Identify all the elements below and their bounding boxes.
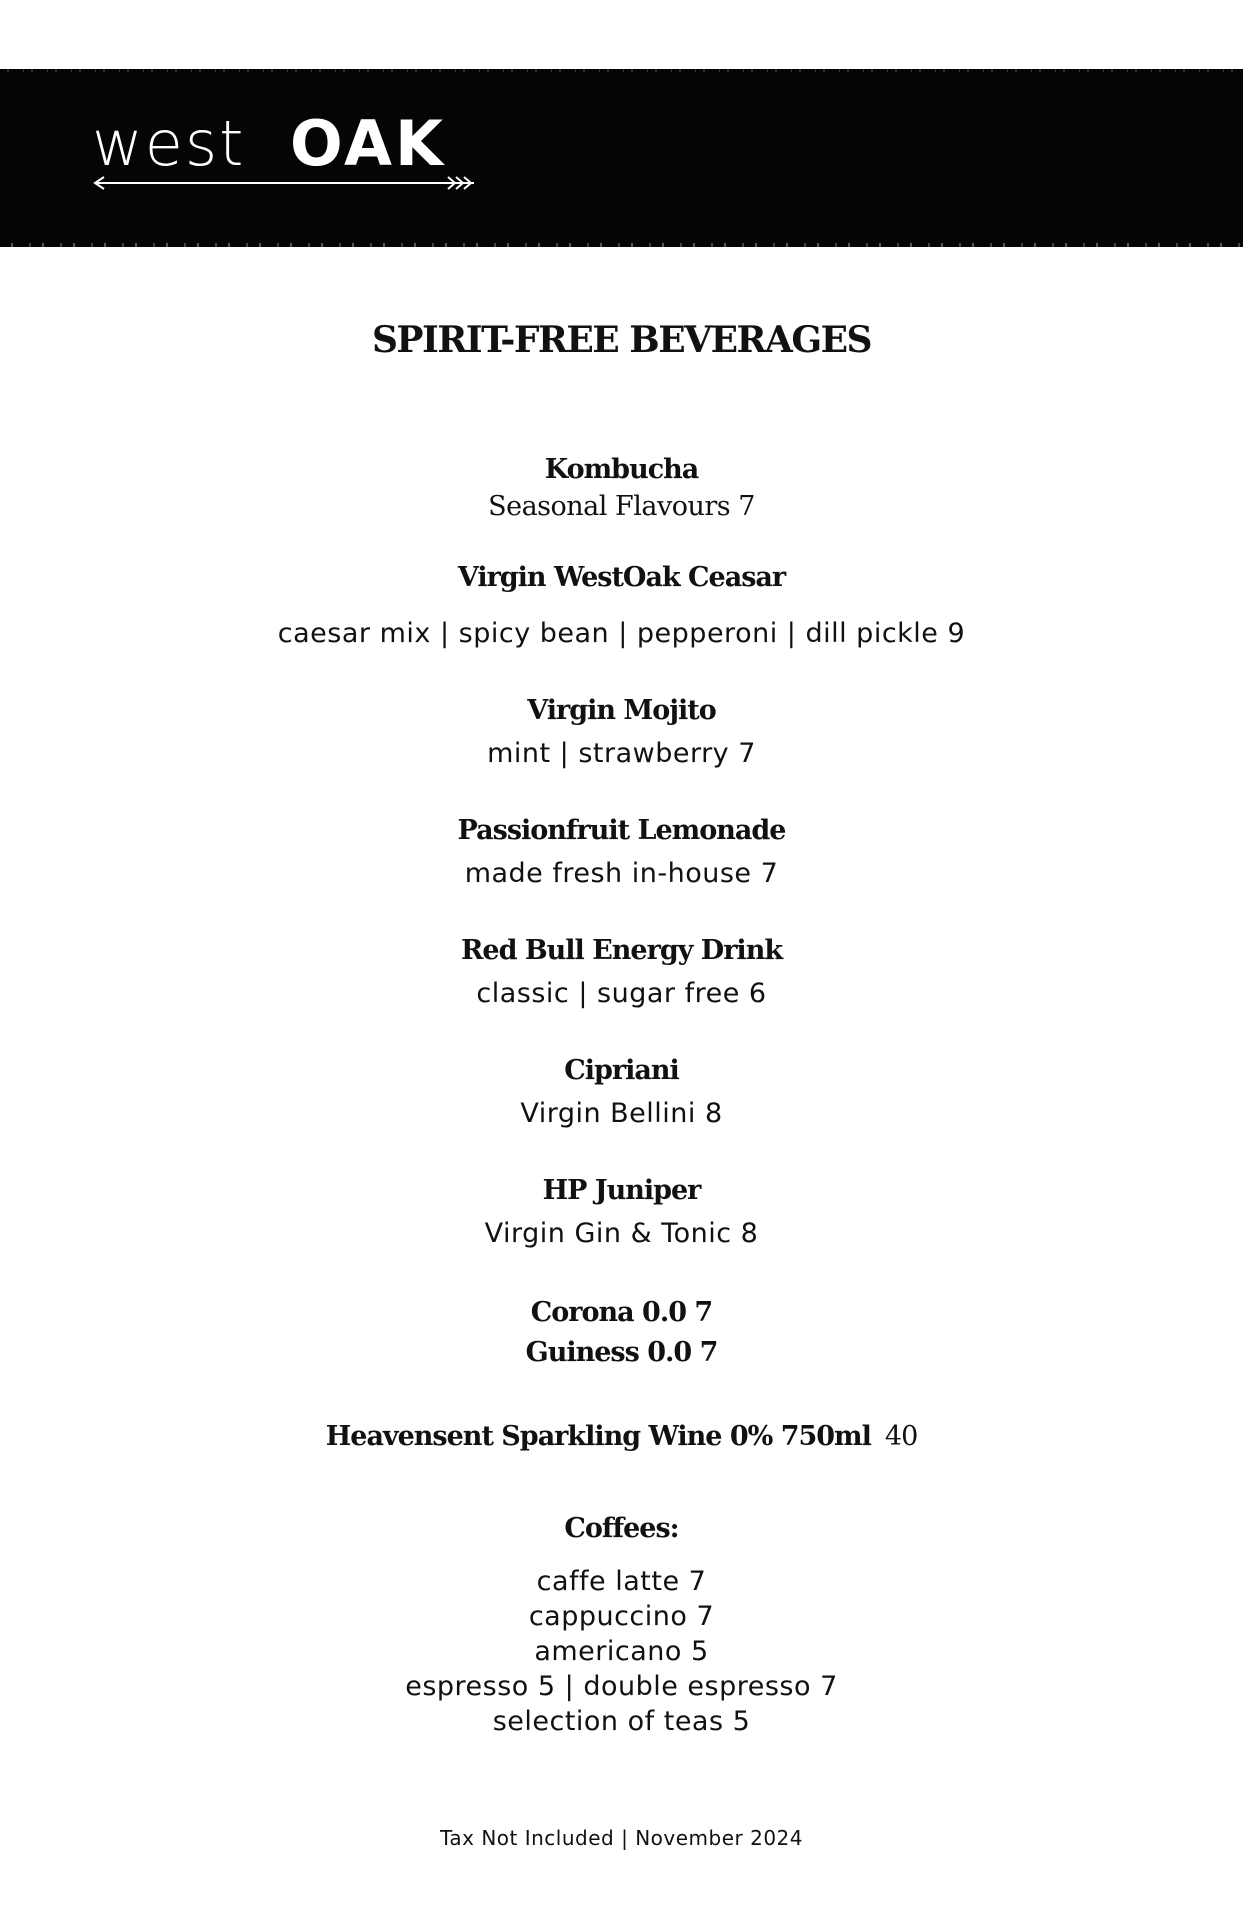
footer-note: Tax Not Included | November 2024	[439, 1826, 803, 1850]
item-sparkling	[0, 1423, 1243, 1450]
item-redbull-desc: classic | sugar free 6	[476, 978, 767, 1009]
header-banner	[0, 69, 1243, 247]
item-juniper-name: HP Juniper	[542, 1175, 701, 1206]
item-kombucha-name: Kombucha	[544, 454, 699, 485]
item-redbull-name: Red Bull Energy Drink	[460, 935, 783, 966]
banner-bottom-edge	[0, 243, 1243, 247]
item-cipriani-name: Cipriani	[564, 1055, 679, 1086]
coffees-heading: Coffees:	[564, 1513, 679, 1544]
item-cipriani-desc: Virgin Bellini 8	[520, 1098, 723, 1129]
coffee-item: cappuccino 7	[528, 1601, 715, 1632]
menu-title: SPIRIT-FREE BEVERAGES	[371, 319, 872, 361]
item-caesar-name: Virgin WestOak Ceasar	[457, 562, 786, 593]
item-corona: Corona 0.0 7	[530, 1297, 713, 1328]
item-lemonade-desc: made fresh in-house 7	[464, 858, 779, 889]
item-mojito-name: Virgin Mojito	[527, 695, 716, 726]
item-caesar-desc: caesar mix | spicy bean | pepperoni | dill pickle 9	[277, 618, 966, 649]
item-kombucha-desc: Seasonal Flavours 7	[488, 491, 755, 522]
westoak-logo	[92, 107, 482, 213]
coffee-item: espresso 5 | double espresso 7	[405, 1671, 838, 1702]
banner-top-edge	[0, 69, 1243, 72]
item-lemonade-name: Passionfruit Lemonade	[457, 815, 786, 846]
arrow-icon	[92, 175, 477, 191]
item-mojito-desc: mint | strawberry 7	[487, 738, 756, 769]
item-guiness: Guiness 0.0 7	[525, 1337, 718, 1368]
item-sparkling-price: 40	[884, 1421, 918, 1452]
coffee-item: selection of teas 5	[492, 1706, 751, 1737]
item-juniper-desc: Virgin Gin & Tonic 8	[484, 1218, 759, 1249]
coffee-item: caffe latte 7	[536, 1566, 707, 1597]
logo-west-text: west	[92, 107, 246, 180]
coffee-item: americano 5	[534, 1636, 709, 1667]
logo-oak-text: OAK	[290, 107, 447, 180]
item-sparkling-name: Heavensent Sparkling Wine 0% 750ml	[325, 1421, 871, 1452]
